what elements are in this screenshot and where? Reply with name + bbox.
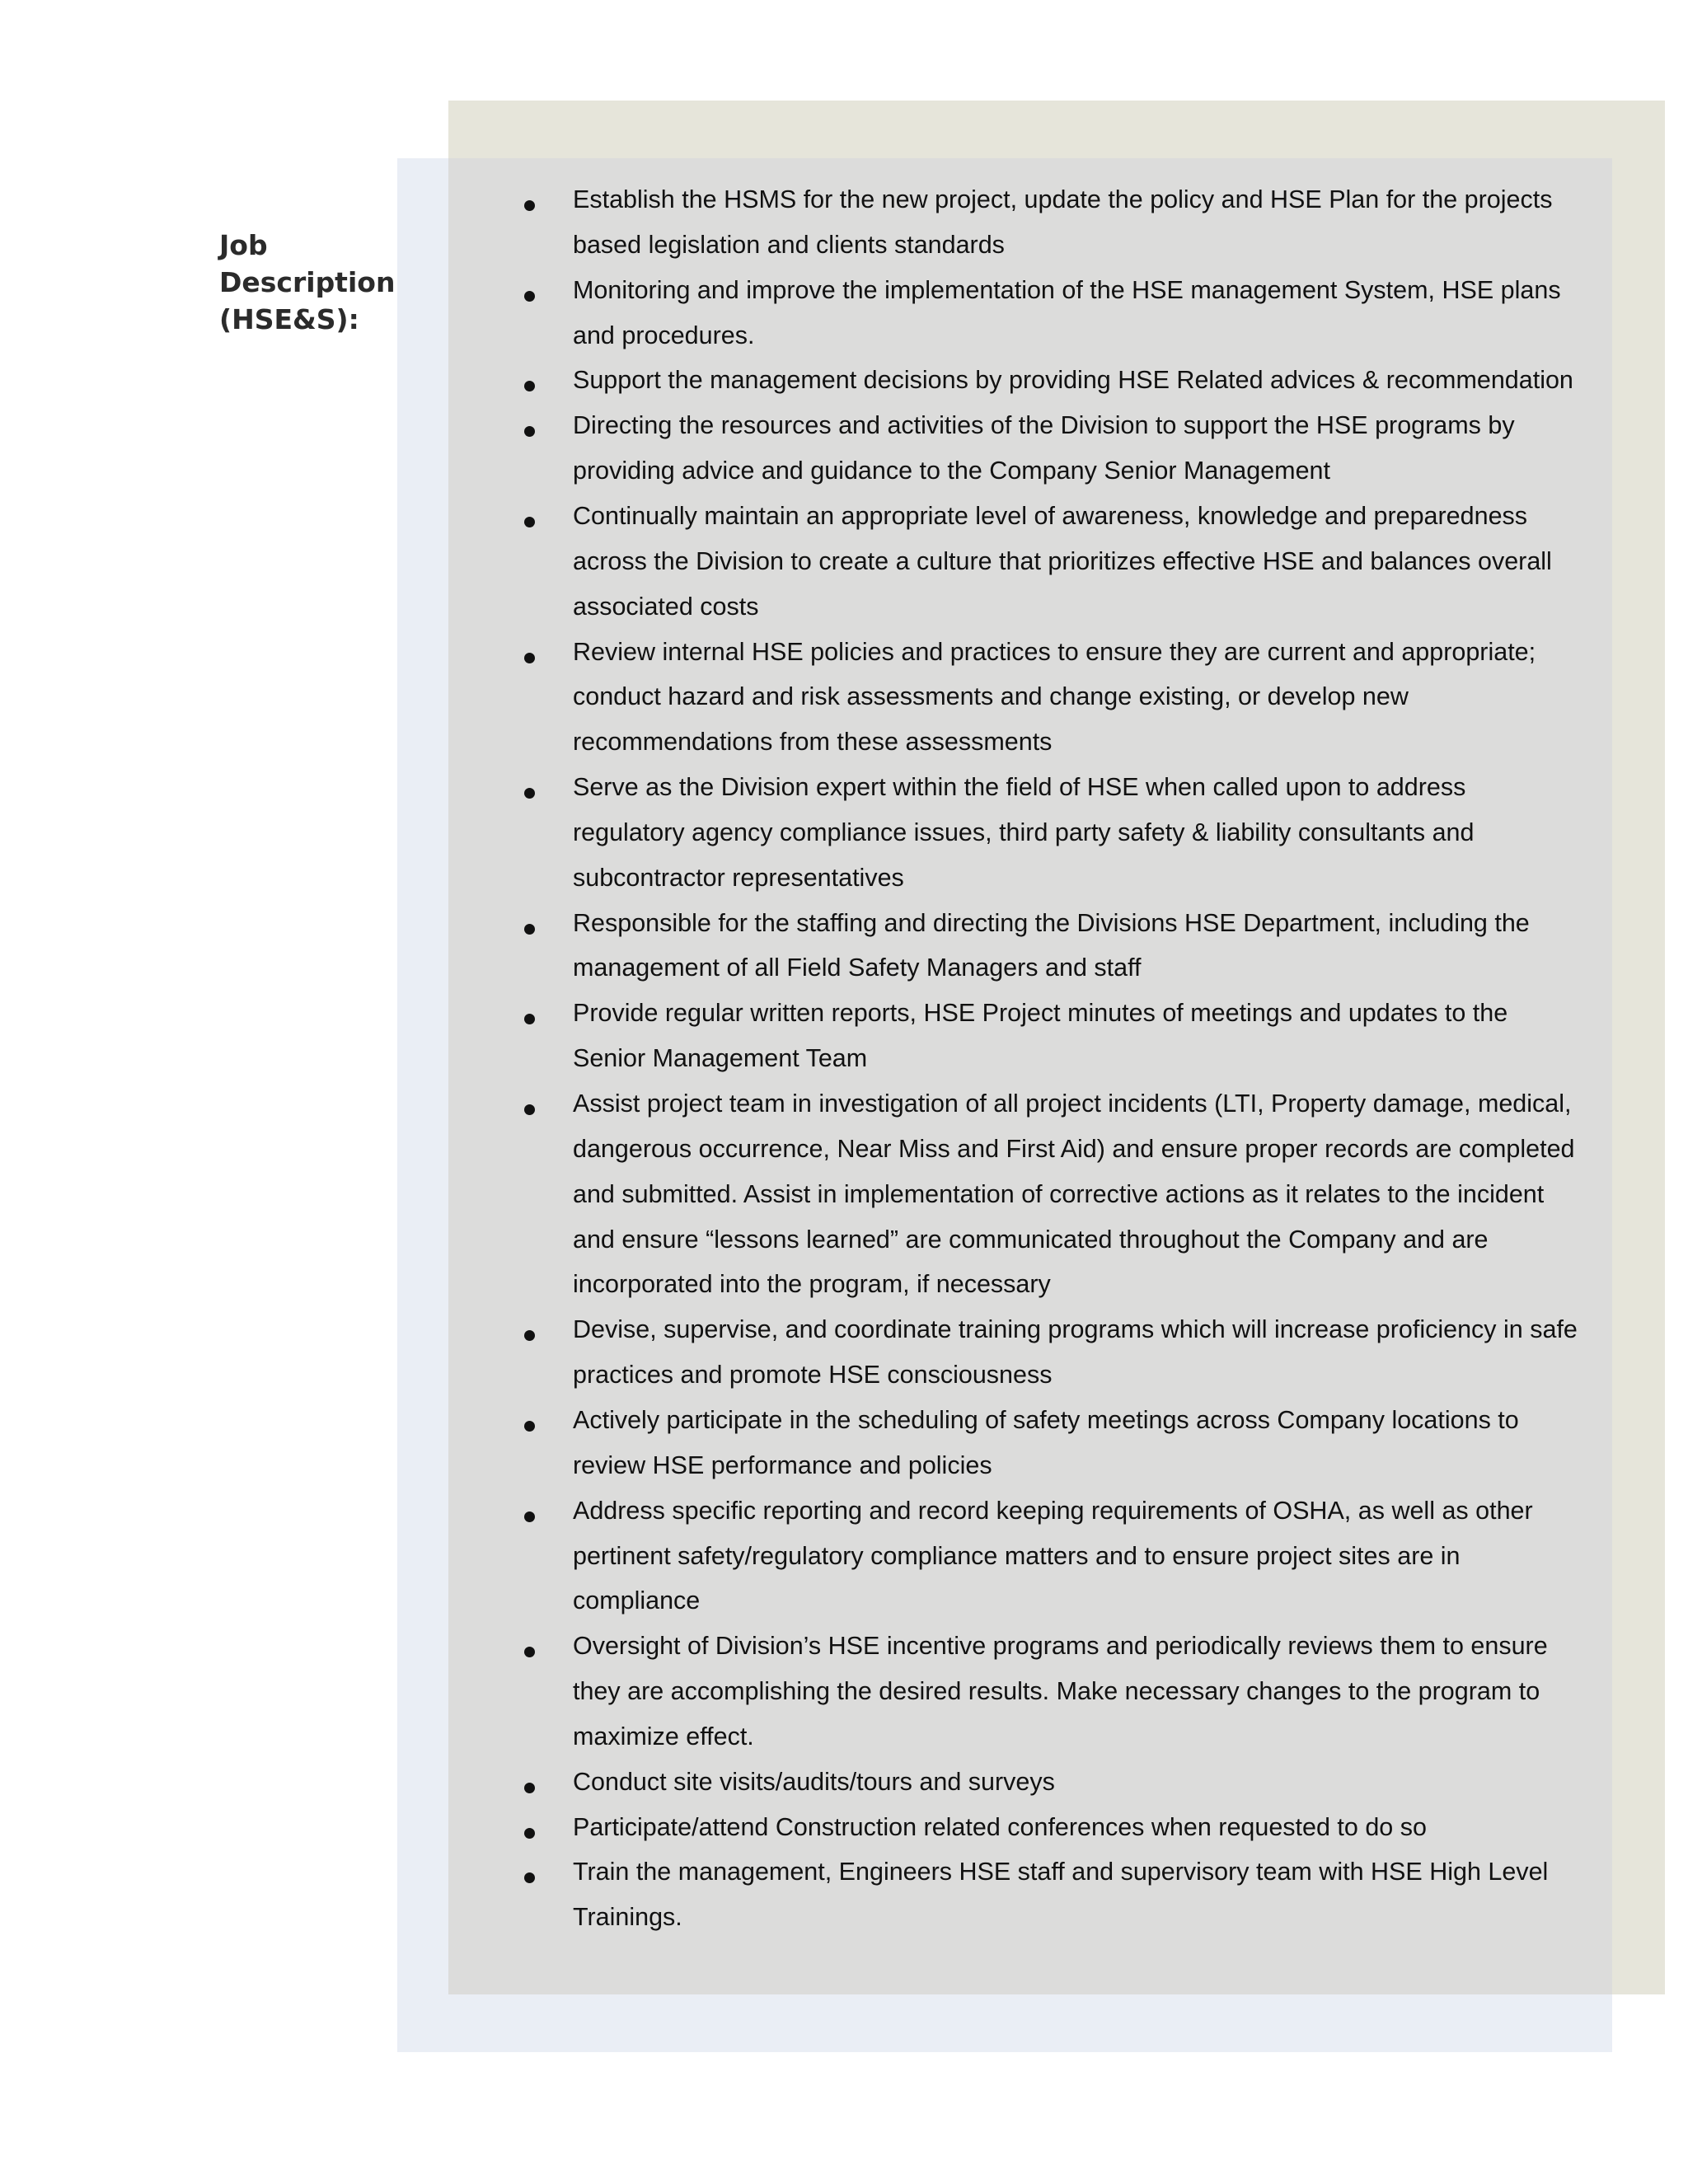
- responsibility-text-line: Address specific reporting and record keeping requirements of OSHA, as well as other: [573, 1496, 1533, 1525]
- responsibility-text-line: dangerous occurrence, Near Miss and First Aid) and ensure proper records are completed: [573, 1134, 1575, 1163]
- bullet-icon: [524, 1783, 535, 1793]
- bullet-icon: [524, 924, 535, 935]
- responsibility-text-line: Review internal HSE policies and practices to ensure they are current and appropriate;: [573, 637, 1536, 666]
- responsibility-text-line: they are accomplishing the desired results. Make necessary changes to the program to: [573, 1677, 1540, 1706]
- responsibility-text-line: conduct hazard and risk assessments and change existing, or develop new: [573, 682, 1409, 711]
- bullet-icon: [524, 653, 535, 663]
- responsibility-text-line: compliance: [573, 1586, 701, 1615]
- responsibility-text-line: Monitoring and improve the implementation of the HSE management System, HSE plans: [573, 275, 1561, 304]
- section-label-line: Description: [219, 266, 396, 298]
- responsibility-text-line: Oversight of Division’s HSE incentive programs and periodically reviews them to ensure: [573, 1632, 1548, 1661]
- bullet-icon: [524, 1104, 535, 1115]
- responsibility-text-line: Senior Management Team: [573, 1044, 868, 1073]
- responsibility-text-line: Continually maintain an appropriate level of awareness, knowledge and preparedness: [573, 501, 1528, 530]
- bullet-icon: [524, 788, 535, 799]
- section-label-line: Job: [219, 229, 268, 261]
- responsibility-text-line: and submitted. Assist in implementation of corrective actions as it relates to the incident: [573, 1179, 1545, 1208]
- responsibility-text-line: Actively participate in the scheduling of safety meetings across Company locations to: [573, 1405, 1519, 1434]
- responsibility-text-line: Assist project team in investigation of all project incidents (LTI, Property damage, medical,: [573, 1090, 1572, 1118]
- responsibility-text-line: incorporated into the program, if necessary: [573, 1270, 1051, 1299]
- section-label: [219, 227, 396, 338]
- bullet-icon: [524, 517, 535, 527]
- responsibility-text-line: associated costs: [573, 592, 759, 621]
- responsibility-text-line: Responsible for the staffing and directing the Divisions HSE Department, including the: [573, 908, 1530, 937]
- responsibility-text-line: Conduct site visits/audits/tours and surveys: [573, 1767, 1055, 1796]
- responsibility-text-line: Train the management, Engineers HSE staff and supervisory team with HSE High Level: [573, 1858, 1549, 1886]
- bullet-icon: [524, 291, 535, 302]
- responsibility-text-line: Devise, supervise, and coordinate training programs which will increase proficiency in safe: [573, 1315, 1578, 1344]
- responsibility-text-line: Participate/attend Construction related conferences when requested to do so: [573, 1812, 1427, 1841]
- section-label-line: (HSE&S):: [219, 303, 359, 335]
- responsibility-text-line: review HSE performance and policies: [573, 1451, 992, 1479]
- responsibility-text-line: and procedures.: [573, 321, 755, 349]
- responsibility-text-line: across the Division to create a culture that prioritizes effective HSE and balances overall: [573, 546, 1552, 575]
- responsibility-text-line: based legislation and clients standards: [573, 230, 1005, 259]
- responsibility-text-line: Serve as the Division expert within the field of HSE when called upon to address: [573, 773, 1466, 802]
- responsibility-text-line: providing advice and guidance to the Company Senior Management: [573, 457, 1330, 485]
- responsibility-text-line: recommendations from these assessments: [573, 728, 1053, 757]
- bullet-icon: [524, 1421, 535, 1432]
- responsibility-text-line: practices and promote HSE consciousness: [573, 1361, 1053, 1390]
- responsibility-text-line: Directing the resources and activities of the Division to support the HSE programs by: [573, 411, 1515, 440]
- responsibility-text-line: pertinent safety/regulatory compliance matters and to ensure project sites are in: [573, 1541, 1461, 1570]
- responsibility-text-line: Establish the HSMS for the new project, update the policy and HSE Plan for the projects: [573, 185, 1553, 213]
- responsibility-text-line: and ensure “lessons learned” are communicated throughout the Company and are: [573, 1225, 1489, 1254]
- responsibility-text-line: Trainings.: [573, 1903, 682, 1932]
- responsibility-text-line: management of all Field Safety Managers and staff: [573, 954, 1142, 982]
- responsibility-text-line: maximize effect.: [573, 1722, 754, 1750]
- bullet-icon: [524, 1511, 535, 1522]
- bullet-icon: [524, 1828, 535, 1839]
- responsibility-text-line: regulatory agency compliance issues, third party safety & liability consultants and: [573, 818, 1475, 846]
- responsibility-text-line: Provide regular written reports, HSE Project minutes of meetings and updates to the: [573, 999, 1508, 1028]
- responsibility-text-line: Support the management decisions by providing HSE Related advices & recommendation: [573, 366, 1573, 395]
- responsibility-text-line: subcontractor representatives: [573, 863, 904, 892]
- bullet-icon: [524, 200, 535, 211]
